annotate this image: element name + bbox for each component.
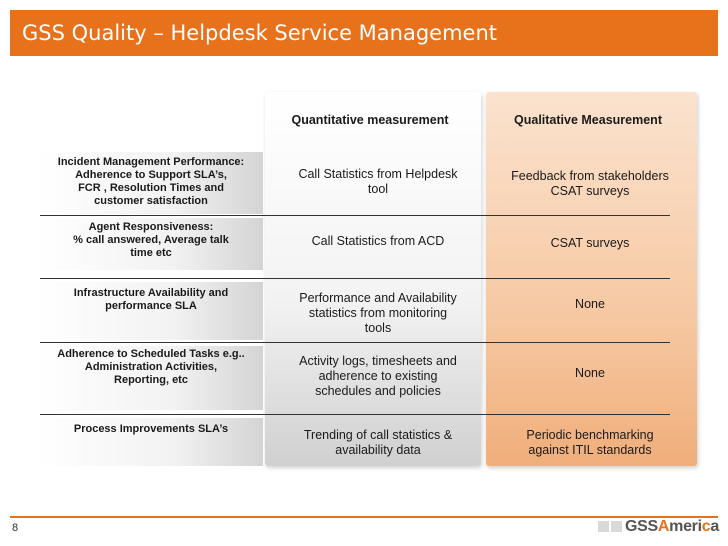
row-label-infrastructure-availability bbox=[40, 287, 262, 313]
cell-line: CSAT surveys bbox=[550, 184, 630, 198]
row-label-process-improvements bbox=[40, 423, 262, 436]
cell-line: tool bbox=[367, 182, 389, 196]
label-line: Reporting, etc bbox=[114, 374, 188, 386]
qual-cell-incident-management bbox=[490, 169, 690, 199]
qual-cell-infrastructure-availability bbox=[490, 297, 690, 312]
quant-cell-incident-management bbox=[280, 167, 476, 197]
logo-text: a bbox=[710, 518, 719, 535]
qual-cell-scheduled-tasks bbox=[490, 366, 690, 381]
cell-line: CSAT surveys bbox=[550, 236, 630, 250]
cell-line: None bbox=[575, 297, 605, 311]
cell-line: tools bbox=[364, 321, 392, 335]
footer-divider bbox=[10, 516, 718, 518]
gssamerica-logo bbox=[625, 518, 719, 536]
cell-line: Performance and Availability bbox=[299, 291, 457, 305]
cell-line: Call Statistics from Helpdesk bbox=[298, 167, 458, 181]
logo-text: GSS bbox=[625, 518, 658, 535]
logo-accent: c bbox=[701, 518, 711, 535]
qualitative-header: Qualitative Measurement bbox=[514, 113, 662, 127]
slide-title: GSS Quality – Helpdesk Service Management bbox=[10, 10, 718, 56]
quant-cell-process-improvements bbox=[280, 428, 476, 458]
label-line: % call answered, Average talk bbox=[73, 234, 229, 246]
label-line: Process Improvements SLA’s bbox=[73, 423, 229, 435]
row-divider bbox=[40, 215, 670, 216]
label-line: Agent Responsiveness: bbox=[88, 221, 214, 233]
footer-square-icon bbox=[611, 521, 622, 532]
cell-line: schedules and policies bbox=[315, 384, 441, 398]
row-label-incident-management bbox=[40, 156, 262, 208]
label-line: time etc bbox=[130, 247, 172, 259]
cell-line: Feedback from stakeholders bbox=[511, 169, 669, 183]
label-line: Infrastructure Availability and bbox=[73, 287, 229, 299]
cell-line: statistics from monitoring bbox=[308, 306, 448, 320]
quantitative-column-panel bbox=[265, 92, 481, 466]
qual-cell-agent-responsiveness bbox=[490, 236, 690, 251]
qual-cell-process-improvements bbox=[490, 428, 690, 458]
cell-line: Periodic benchmarking bbox=[526, 428, 654, 442]
logo-text: meri bbox=[669, 518, 702, 535]
quantitative-header: Quantitative measurement bbox=[291, 113, 449, 127]
quant-cell-infrastructure-availability bbox=[280, 291, 476, 336]
cell-line: Activity logs, timesheets and bbox=[299, 354, 457, 368]
label-line: FCR , Resolution Times and bbox=[78, 182, 224, 194]
cell-line: Trending of call statistics & bbox=[303, 428, 453, 442]
cell-line: against ITIL standards bbox=[528, 443, 652, 457]
row-divider bbox=[40, 278, 670, 279]
label-line: customer satisfaction bbox=[94, 195, 208, 207]
label-line: Adherence to Scheduled Tasks e.g.. bbox=[57, 348, 245, 360]
row-divider bbox=[40, 342, 670, 343]
footer-square-icon bbox=[598, 521, 609, 532]
cell-line: None bbox=[575, 366, 605, 380]
cell-line: adherence to existing bbox=[318, 369, 438, 383]
row-label-scheduled-tasks bbox=[40, 348, 262, 387]
label-line: Adherence to Support SLA’s, bbox=[75, 169, 227, 181]
quant-cell-agent-responsiveness bbox=[280, 234, 476, 249]
row-label-agent-responsiveness bbox=[40, 221, 262, 260]
label-line: Incident Management Performance: bbox=[57, 156, 245, 168]
label-line: performance SLA bbox=[105, 300, 197, 312]
page-number: 8 bbox=[12, 522, 19, 534]
label-line: Administration Activities, bbox=[84, 361, 218, 373]
cell-line: Call Statistics from ACD bbox=[311, 234, 445, 248]
cell-line: availability data bbox=[335, 443, 421, 457]
logo-accent: A bbox=[657, 518, 670, 535]
quant-cell-scheduled-tasks bbox=[280, 354, 476, 399]
row-divider bbox=[40, 414, 670, 415]
qualitative-column-panel bbox=[486, 92, 697, 466]
